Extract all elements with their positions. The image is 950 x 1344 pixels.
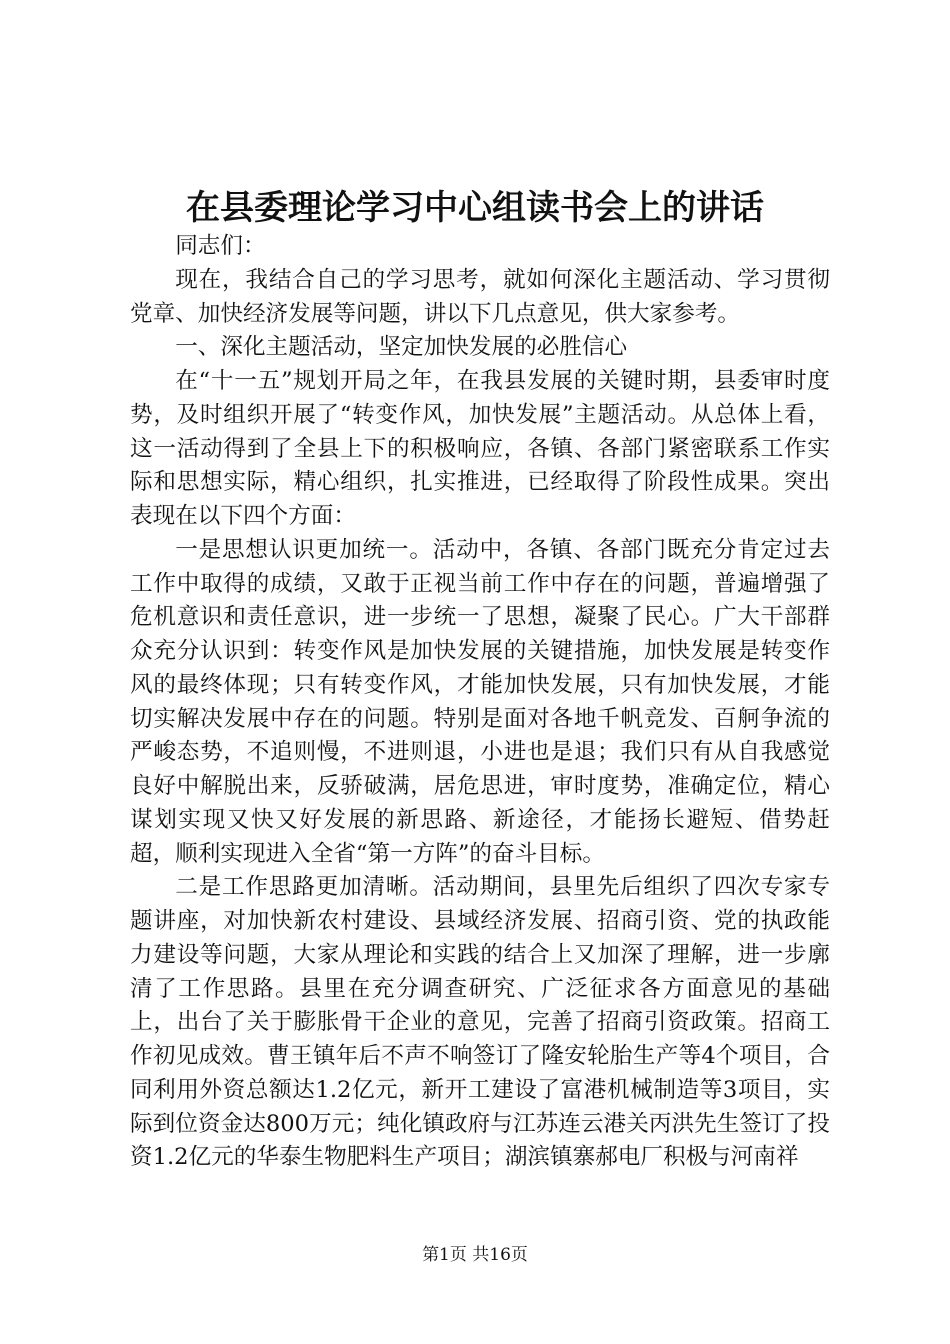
page-number-footer: 第1页 共16页 [422,1245,528,1265]
body-paragraph: 在“十一五”规划开局之年，在我县发展的关键时期，县委审时度势，及时组织开展了“转变作风，加快发展”主题活动。从总体上看，这一活动得到了全县上下的积极响应，各镇、各部门紧密联系工作实际和思想实际，精心组织，扎实推进，已经取得了阶段性成果。突出表现在以下四个方面： [130,368,830,529]
document-body [130,230,830,1175]
section-heading: 一、深化主题活动，坚定加快发展的必胜信心 [175,334,628,361]
intro-paragraph: 现在，我结合自己的学习思考，就如何深化主题活动、学习贯彻党章、加快经济发展等问题，讲以下几点意见，供大家参考。 [130,266,830,327]
document-title: 在县委理论学习中心组读书会上的讲话 [186,188,764,228]
body-paragraph: 一是思想认识更加统一。活动中，各镇、各部门既充分肯定过去工作中取得的成绩，又敢于正视当前工作中存在的问题，普遍增强了危机意识和责任意识，进一步统一了思想，凝聚了民心。广大干部群众充分认识到：转变作风是加快发展的关键措施，加快发展是转变作风的最终体现；只有转变作风，才能加快发展，只有加快发展，才能切实解决发展中存在的问题。特别是面对各地千帆竞发、百舸争流的严峻态势，不追则慢，不进则退，小进也是退；我们只有从自我感觉良好中解脱出来，反骄破满，居危思进，审时度势，准确定位，精心谋划实现又快又好发展的新思路、新途径，才能扬长避短、借势赶超，顺利实现进入全省“第一方阵”的奋斗目标。 [130,536,830,867]
salutation-paragraph: 同志们： [175,233,266,259]
body-paragraph: 二是工作思路更加清晰。活动期间，县里先后组织了四次专家专题讲座，对加快新农村建设、县域经济发展、招商引资、党的执政能力建设等问题，大家从理论和实践的结合上又加深了理解，进一步廓清了工作思路。县里在充分调查研究、广泛征求各方面意见的基础上，出台了关于膨胀骨干企业的意见，完善了招商引资政策。招商工作初见成效。曹王镇年后不声不响签订了隆安轮胎生产等4个项目，合同利用外资总额达1.2亿元，新开工建设了富港机械制造等3项目，实际到位资金达800万元；纯化镇政府与江苏连云港关丙洪先生签订了投资1.2亿元的华泰生物肥料生产项目；湖滨镇寨郝电厂积极与河南祥 [130,874,830,1171]
